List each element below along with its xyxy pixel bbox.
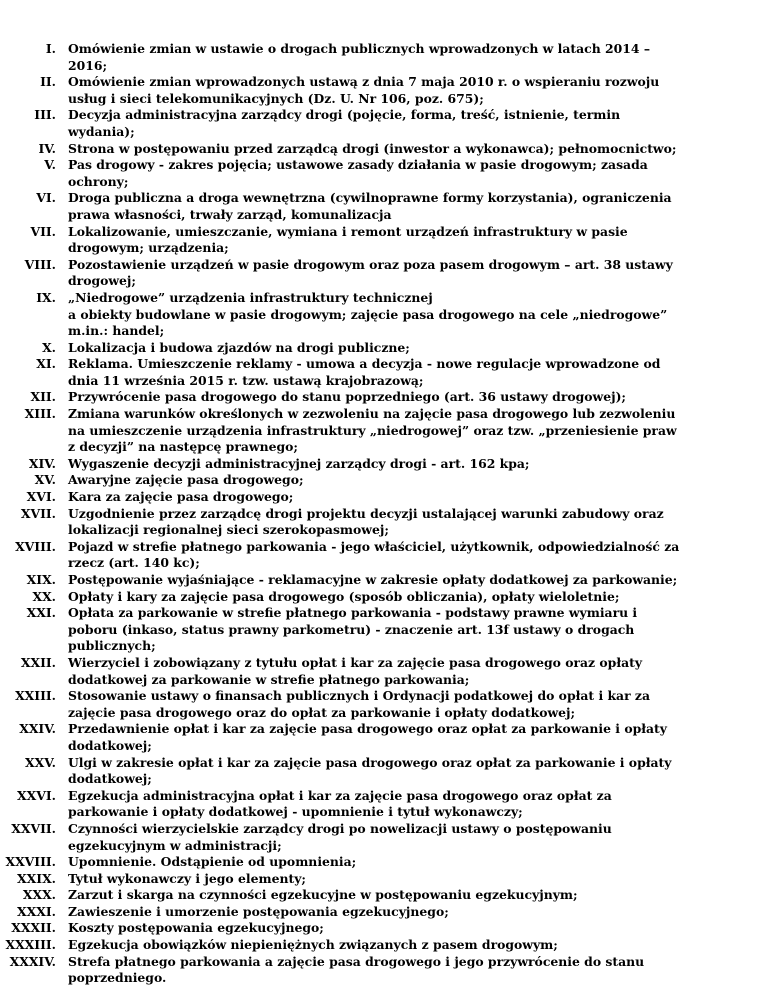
item-text: „Niedrogowe” urządzenia infrastruktury technicznej a obiekty budowlane w pasie drogowym; zajęcie pasa drogowego na cele „niedrogowe” m.in.: handel; — [68, 289, 668, 339]
item-number: XIX. — [26, 572, 56, 587]
outline-item — [0, 141, 768, 158]
item-number: III. — [34, 107, 56, 123]
item-text: Zarzut i skarga na czynności egzekucyjne w postępowaniu egzekucyjnym; — [68, 887, 578, 903]
item-text: Awaryjne zajęcie pasa drogowego; — [68, 472, 304, 488]
item-text: Strefa płatnego parkowania a zajęcie pasa drogowego i jego przywrócenie do stanu poprzedniego. — [68, 953, 645, 986]
outline-item — [0, 41, 768, 74]
item-number: XXIV. — [19, 721, 56, 737]
outline-item — [0, 472, 768, 489]
item-text: Stosowanie ustawy o finansach publicznych i Ordynacji podatkowej do opłat i kar za zajęcie pasa drogowego oraz do opłat za parkowanie i opłaty dodatkowej; — [68, 688, 650, 720]
outline-item — [0, 489, 768, 506]
item-number: XXX. — [22, 887, 56, 903]
outline-item — [0, 572, 768, 589]
item-text: Strona w postępowaniu przed zarządcą drogi (inwestor a wykonawca); pełnomocnictwo; — [68, 140, 677, 156]
item-text: Decyzja administracyjna zarządcy drogi (pojęcie, forma, treść, istnienie, termin wydania); — [68, 107, 621, 139]
topic-outline — [0, 41, 768, 987]
item-number: XXI. — [26, 605, 56, 621]
outline-item — [0, 589, 768, 606]
item-number: VI. — [36, 190, 56, 206]
outline-item — [0, 688, 768, 721]
item-text: Reklama. Umieszczenie reklamy - umowa a decyzja - nowe regulacje wprowadzone od dnia 11 września 2015 r. tzw. ustawą krajobrazową; — [68, 356, 661, 388]
outline-item — [0, 954, 768, 987]
item-number: XXXIII. — [5, 937, 56, 953]
outline-item — [0, 854, 768, 871]
item-number: XXIII. — [15, 688, 56, 704]
item-number: XXV. — [25, 754, 56, 770]
item-text: Omówienie zmian wprowadzonych ustawą z dnia 7 maja 2010 r. o wspieraniu rozwoju usług i sieci telekomunikacyjnych (Dz. U. Nr 106, poz. 675); — [68, 74, 660, 106]
item-number: I. — [45, 41, 56, 56]
outline-item — [0, 755, 768, 788]
item-text: Lokalizowanie, umieszczanie, wymiana i remont urządzeń infrastruktury w pasie drogowym; urządzenia; — [68, 223, 628, 256]
item-text: Wygaszenie decyzji administracyjnej zarządcy drogi - art. 162 kpa; — [68, 455, 530, 471]
item-number: XVII. — [20, 505, 56, 521]
item-text: Tytuł wykonawczy i jego elementy; — [68, 870, 306, 886]
outline-item — [0, 389, 768, 406]
item-text: Droga publiczna a droga wewnętrzna (cywilnoprawne formy korzystania), ograniczenia prawa własności, trwały zarząd, komunalizacja — [68, 190, 672, 222]
outline-item — [0, 157, 768, 190]
outline-item — [0, 904, 768, 921]
item-number: XI. — [36, 356, 56, 372]
outline-item — [0, 190, 768, 223]
item-number: VIII. — [24, 256, 56, 272]
item-text: Zmiana warunków określonych w zezwoleniu na zajęcie pasa drogowego lub zezwoleniu na umieszczenie urządzenia infrastruktury „niedrogowej” oraz tzw. „przeniesienie praw z decyzji” na następcę prawnego; — [68, 406, 677, 455]
outline-item — [0, 356, 768, 389]
item-text: Lokalizacja i budowa zjazdów na drogi publiczne; — [68, 339, 410, 355]
item-number: XIII. — [24, 406, 56, 422]
item-text: Omówienie zmian w ustawie o drogach publicznych wprowadzonych w latach 2014 – 2016; — [68, 41, 651, 73]
item-number: VII. — [30, 223, 56, 239]
item-text: Pas drogowy - zakres pojęcia; ustawowe zasady działania w pasie drogowym; zasada ochrony; — [68, 157, 648, 189]
outline-item — [0, 257, 768, 290]
item-number: XX. — [32, 588, 56, 604]
item-number: XII. — [30, 389, 56, 405]
outline-item — [0, 605, 768, 655]
item-text: Opłaty i kary za zajęcie pasa drogowego (sposób obliczania), opłaty wieloletnie; — [68, 588, 620, 604]
outline-item — [0, 456, 768, 473]
item-text: Pojazd w strefie płatnego parkowania - jego właściciel, użytkownik, odpowiedzialność za rzecz (art. 140 kc); — [68, 538, 680, 571]
item-text: Wierzyciel i zobowiązany z tytułu opłat i kar za zajęcie pasa drogowego oraz opłaty dodatkowej za parkowanie w strefie płatnego parkowania; — [68, 654, 643, 687]
item-text: Egzekucja obowiązków niepieniężnych związanych z pasem drogowym; — [68, 937, 558, 953]
item-number: XXXIV. — [9, 953, 56, 969]
item-number: XXVII. — [11, 820, 56, 836]
item-number: II. — [40, 74, 56, 90]
outline-item — [0, 74, 768, 107]
item-text: Upomnienie. Odstąpienie od upomnienia; — [68, 854, 357, 870]
item-number: IV. — [38, 140, 56, 156]
item-text: Przywrócenie pasa drogowego do stanu poprzedniego (art. 36 ustawy drogowej); — [68, 389, 627, 405]
item-text: Ulgi w zakresie opłat i kar za zajęcie pasa drogowego oraz opłat za parkowanie i opłaty dodatkowej; — [68, 754, 672, 787]
item-number: XVI. — [26, 489, 56, 505]
item-number: XXIX. — [17, 870, 56, 886]
item-number: XXXII. — [11, 920, 56, 936]
item-number: XXII. — [20, 654, 56, 670]
item-number: XVIII. — [15, 538, 56, 554]
item-number: XXXI. — [17, 903, 56, 919]
outline-item — [0, 788, 768, 821]
item-text: Kara za zajęcie pasa drogowego; — [68, 489, 294, 505]
outline-item — [0, 887, 768, 904]
item-number: XXVI. — [17, 787, 56, 803]
outline-item — [0, 821, 768, 854]
outline-item — [0, 107, 768, 140]
item-text: Egzekucja administracyjna opłat i kar za zajęcie pasa drogowego oraz opłat za parkowanie i opłaty dodatkowej - upomnienie i tytuł wykonawczy; — [68, 787, 612, 820]
item-number: X. — [42, 339, 56, 355]
item-number: IX. — [36, 289, 56, 305]
item-text: Uzgodnienie przez zarządcę drogi projektu decyzji ustalającej warunki zabudowy oraz lokalizacji regionalnej sieci szerokopasmowej; — [68, 505, 664, 538]
item-text: Przedawnienie opłat i kar za zajęcie pasa drogowego oraz opłat za parkowanie i opłaty dodatkowej; — [68, 721, 667, 753]
outline-item — [0, 224, 768, 257]
item-text: Postępowanie wyjaśniające - reklamacyjne w zakresie opłaty dodatkowej za parkowanie; — [68, 572, 678, 587]
outline-item — [0, 340, 768, 357]
outline-item — [0, 539, 768, 572]
item-text: Pozostawienie urządzeń w pasie drogowym oraz poza pasem drogowym – art. 38 ustawy drogowej; — [68, 256, 673, 289]
item-text: Zawieszenie i umorzenie postępowania egzekucyjnego; — [68, 903, 449, 919]
outline-item — [0, 920, 768, 937]
item-number: XV. — [34, 472, 56, 488]
item-text: Opłata za parkowanie w strefie płatnego parkowania - podstawy prawne wymiaru i poboru (inkaso, status prawny parkometru) - znaczenie art. 13f ustawy o drogach publicznych; — [68, 605, 638, 654]
item-number: V. — [44, 157, 56, 173]
outline-item — [0, 406, 768, 456]
outline-item — [0, 871, 768, 888]
outline-item — [0, 506, 768, 539]
outline-item — [0, 937, 768, 954]
item-text: Czynności wierzycielskie zarządcy drogi po nowelizacji ustawy o postępowaniu egzekucyjnym w administracji; — [68, 820, 612, 853]
item-number: XXVIII. — [5, 854, 56, 870]
outline-item — [0, 290, 768, 340]
outline-item — [0, 721, 768, 754]
item-number: XIV. — [28, 455, 56, 471]
item-text: Koszty postępowania egzekucyjnego; — [68, 920, 324, 936]
outline-item — [0, 655, 768, 688]
